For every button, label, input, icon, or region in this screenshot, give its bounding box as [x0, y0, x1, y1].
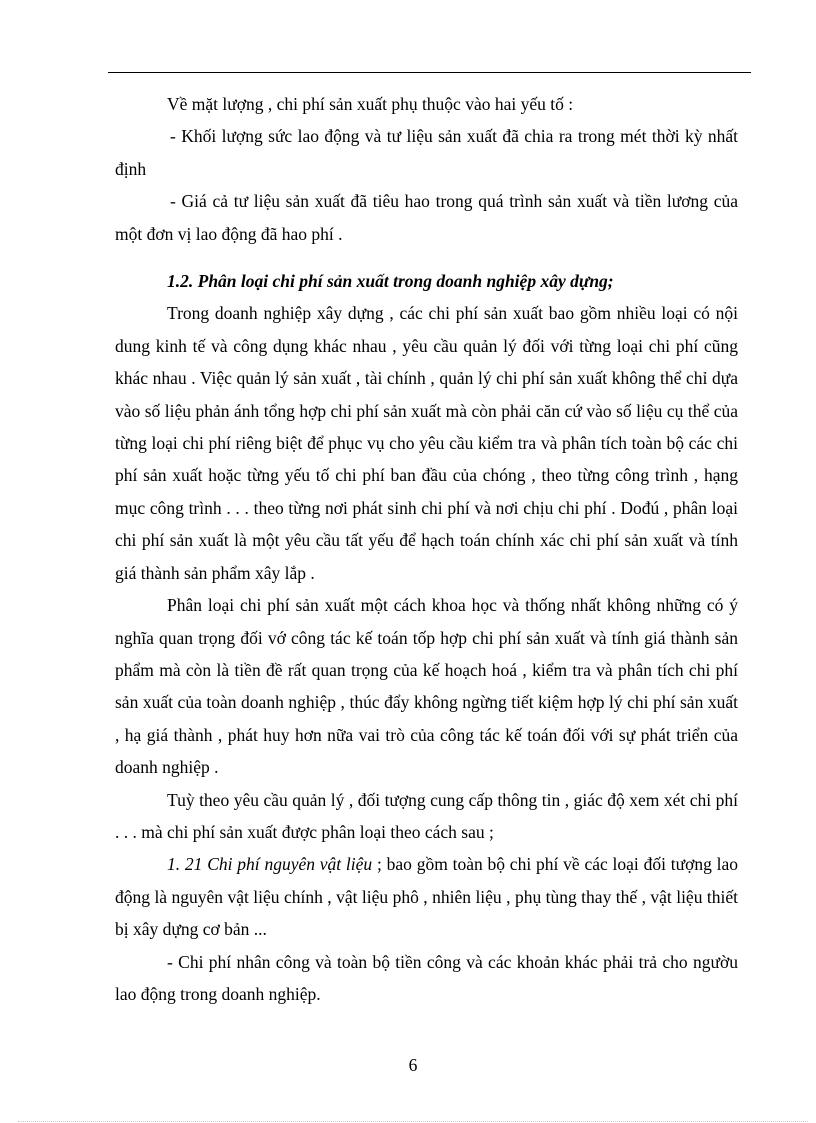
header-rule [108, 72, 751, 73]
page-number: 6 [408, 1055, 418, 1075]
list-item-labor-cost: - Chi phí nhân công và toàn bộ tiền công và các khoản khác phải trả cho ngườu lao động trong doanh nghiệp. [115, 951, 738, 1004]
page-body [115, 88, 738, 1010]
section-heading: 1.2. Phân loại chi phí sản xuất trong doanh nghiệp xây dựng; [167, 271, 614, 292]
subsection-text: ; bao gồm toàn bộ chi phí về các loại đối tượng lao động là nguyên vật liệu chính , vật liệu phô , nhiên liệu , phụ tùng thay thế , vật liệu thiết bị xây dựng cơ bản ... [115, 854, 738, 940]
paragraph-methods: Tuỳ theo yêu cầu quản lý , đối tượng cung cấp thông tin , giác độ xem xét chi phí . . . mà chi phí sản xuất được phân loại theo cách sau ; [115, 789, 738, 842]
paragraph-intro: Về mặt lượng , chi phí sản xuất phụ thuộc vào hai yếu tố : [167, 94, 574, 114]
subsection-title: 1. 21 Chi phí nguyên vật liệu [167, 854, 373, 875]
list-item-labor-volume: - Khối lượng sức lao động và tư liệu sản xuất đã chia ra trong mét thời kỳ nhất định [115, 126, 738, 179]
paragraph-materials [115, 848, 738, 945]
paragraph-importance: Phân loại chi phí sản xuất một cách khoa học và thống nhất không những có ý nghĩa quan trọng đối vớ công tác kế toán tốp hợp chi phí sản xuất và tính giá thành sản phẩm mà còn là tiền đề rất quan trọng của kế hoạch hoá , kiểm tra và phân tích chi phí sản xuất của toàn doanh nghiệp , thúc đẩy không ngừng tiết kiệm hợp lý chi phí sản xuất , hạ giá thành , phát huy hơn nữa vai trò của công tác kế toán đối với sự phát triển của doanh nghiệp . [115, 595, 738, 778]
paragraph-classification: Trong doanh nghiệp xây dựng , các chi phí sản xuất bao gồm nhiều loại có nội dung kinh tế và công dụng khác nhau , yêu cầu quản lý đối với từng loại chi phí cũng khác nhau . Việc quản lý sản xuất , tài chính , quản lý chi phí sản xuất không thể chỉ dựa vào số liệu phản ánh tổng hợp chi phí sản xuất mà còn phải căn cứ vào số liệu cụ thể của từng loại chi phí riêng biệt để phục vụ cho yêu cầu kiểm tra và phân tích toàn bộ các chi phí sản xuất hoặc từng yếu tố chi phí ban đầu của chóng , theo từng công trình , hạng mục công trình . . . theo từng nơi phát sinh chi phí và nơi chịu chi phí . Dođú , phân loại chi phí sản xuất là một yêu cầu tất yếu để hạch toán chính xác chi phí sản xuất và tính giá thành sản phẩm xây lắp . [115, 303, 738, 583]
list-item-prices: - Giá cả tư liệu sản xuất đã tiêu hao trong quá trình sản xuất và tiền lương của một đơn vị lao động đã hao phí . [115, 191, 738, 244]
footer-rule [18, 1121, 808, 1122]
